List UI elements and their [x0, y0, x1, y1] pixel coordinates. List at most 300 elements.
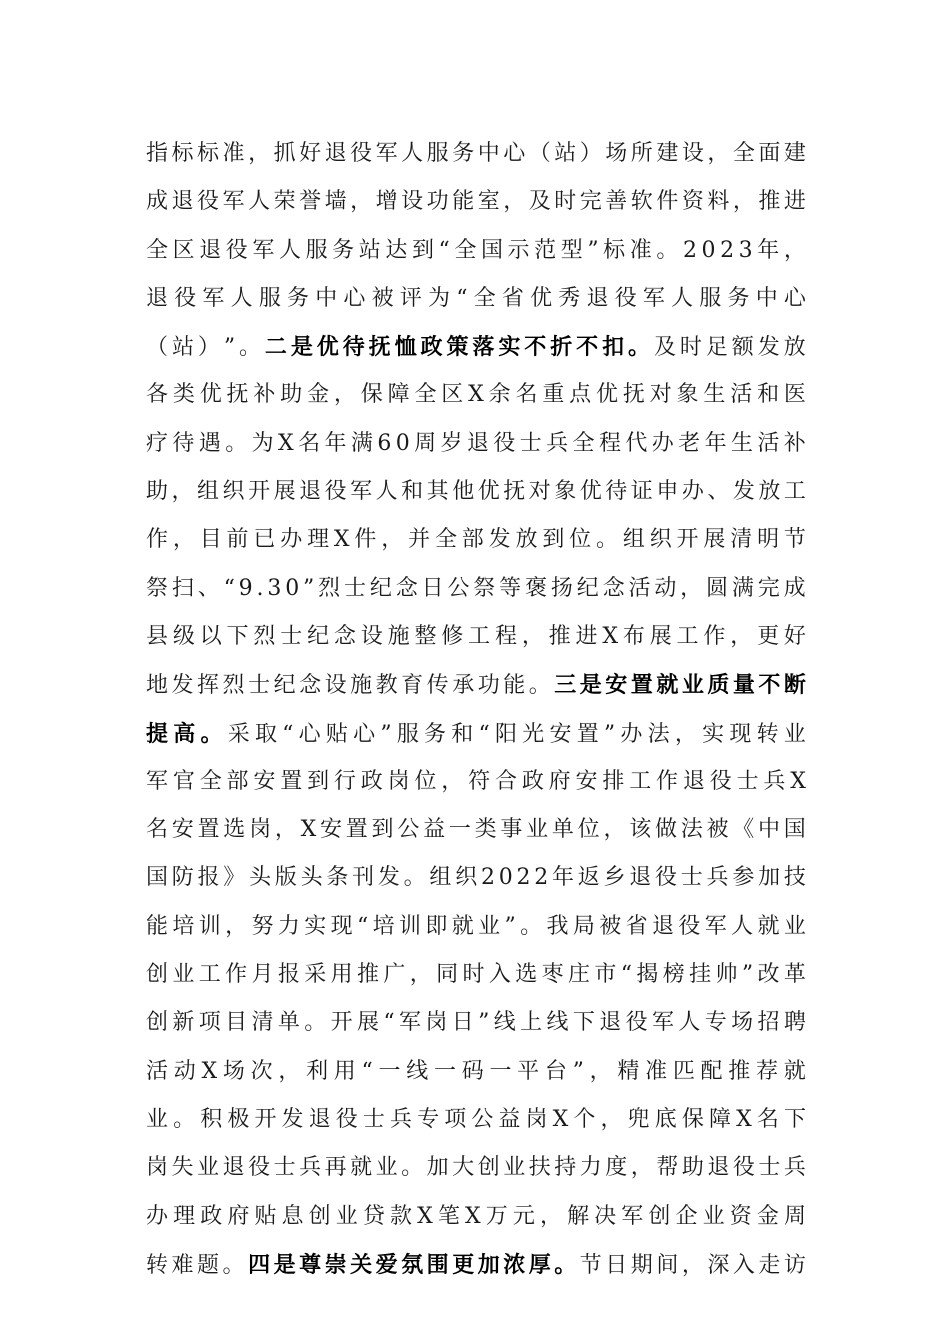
text-char: 失	[171, 1155, 194, 1181]
text-line	[146, 1096, 806, 1144]
text-char: 《	[732, 817, 755, 843]
text-char: 组	[429, 865, 452, 891]
text-char: 扬	[550, 575, 573, 601]
text-char: 名	[298, 430, 321, 456]
text-char: 祭	[473, 575, 496, 601]
text-char: 节	[783, 527, 806, 553]
bold-heading-char: 抚	[368, 334, 391, 361]
text-char: ”	[223, 335, 236, 361]
text-char: 度	[605, 1155, 628, 1181]
text-char: 圆	[706, 575, 729, 601]
text-char: 站	[358, 237, 381, 263]
text-char: 公	[397, 817, 420, 843]
text-char: 士	[680, 865, 703, 891]
text-char: 入	[488, 962, 511, 988]
text-char: 采	[227, 721, 250, 747]
text-char: 业	[783, 721, 806, 747]
text-char: 补	[253, 382, 276, 408]
text-char: 一	[378, 1058, 401, 1084]
bold-heading-char: 落	[472, 334, 495, 361]
text-char: X	[790, 768, 806, 794]
text-char: 万	[485, 1203, 508, 1229]
text-char: 节	[579, 1252, 602, 1278]
text-line	[146, 565, 806, 613]
text-char: 技	[783, 865, 806, 891]
text-char: ，	[783, 237, 806, 263]
text-line	[146, 806, 806, 854]
text-char: 下	[572, 1010, 595, 1036]
text-char: 益	[423, 817, 446, 843]
text-char: ，	[539, 1203, 562, 1229]
text-char: 岗	[425, 1010, 448, 1036]
text-char: 织	[222, 479, 245, 505]
text-char: 被	[371, 285, 394, 311]
text-char: 人	[248, 189, 271, 215]
bold-heading-char: 待	[342, 334, 365, 361]
text-line	[146, 130, 806, 178]
text-char: 承	[452, 673, 475, 699]
text-char: 誉	[299, 189, 322, 215]
text-char: 线	[493, 1010, 516, 1036]
text-char: 军	[704, 913, 727, 939]
text-char: 。	[222, 1252, 245, 1278]
text-char: 下	[226, 623, 249, 649]
text-char: 府	[548, 768, 571, 794]
text-char: 对	[649, 382, 672, 408]
text-char: 人	[731, 913, 754, 939]
bold-heading-char: 围	[426, 1251, 449, 1278]
text-char: 役	[335, 1106, 358, 1132]
text-char: 转	[756, 721, 779, 747]
text-char: 和	[451, 721, 474, 747]
text-char: 位	[569, 527, 592, 553]
text-char: ，	[603, 817, 626, 843]
bold-heading-char: 扣	[602, 334, 625, 361]
text-char: ，	[171, 479, 194, 505]
text-char: 挥	[197, 673, 220, 699]
text-char: 医	[783, 382, 806, 408]
text-char: 活	[146, 1058, 169, 1084]
text-char: 工	[629, 768, 652, 794]
text-char: ，	[441, 768, 464, 794]
text-char: 广	[383, 962, 406, 988]
text-char: 组	[622, 527, 645, 553]
text-char: 退	[324, 141, 347, 166]
text-char: 能	[503, 673, 526, 699]
text-char: 名	[515, 382, 538, 408]
text-char: 。	[596, 527, 619, 553]
text-char: “	[438, 237, 450, 263]
text-char: 完	[579, 189, 602, 215]
text-char: 工	[783, 479, 806, 505]
text-char: 人	[401, 141, 424, 166]
text-char: 取	[254, 721, 277, 747]
text-char: 墙	[324, 189, 347, 215]
text-line	[146, 661, 806, 709]
text-char: 全	[434, 527, 457, 553]
text-char: 该	[629, 817, 652, 843]
text-char: 站	[171, 335, 194, 361]
bold-heading-char: 政	[420, 334, 443, 361]
text-char: 上	[520, 1010, 543, 1036]
text-char: 场	[731, 1010, 754, 1036]
text-char: 岗	[146, 1155, 169, 1181]
text-char: 役	[709, 768, 732, 794]
text-char: 一	[433, 1058, 456, 1084]
text-char: 金	[307, 382, 330, 408]
text-char: 办	[280, 527, 303, 553]
bold-heading-char: 策	[446, 334, 469, 361]
bold-heading-char: 是	[273, 1251, 296, 1278]
text-char: 设	[401, 189, 424, 215]
text-char: 省	[501, 285, 524, 311]
text-char: 对	[528, 479, 551, 505]
text-char: 做	[654, 817, 677, 843]
bold-heading-char: 厚	[528, 1251, 551, 1278]
text-char: 烈	[253, 623, 276, 649]
text-char: ，	[630, 1155, 653, 1181]
text-char: 全	[732, 141, 755, 166]
text-char: 役	[493, 430, 516, 456]
text-char: 军	[398, 1010, 421, 1036]
text-char: 全	[572, 430, 595, 456]
text-char: 努	[251, 913, 274, 939]
text-char: 他	[452, 479, 475, 505]
text-char: “	[620, 962, 632, 988]
text-char: 明	[757, 527, 780, 553]
text-line	[146, 951, 806, 999]
text-char: 中	[315, 285, 338, 311]
text-char: 同	[436, 962, 459, 988]
text-char: 事	[500, 817, 523, 843]
text-char: 业	[503, 1155, 526, 1181]
text-char: 建	[783, 141, 806, 166]
text-char: 准	[645, 1058, 668, 1084]
text-char: 士	[344, 575, 367, 601]
text-char: 项	[444, 1106, 467, 1132]
text-char: 乡	[603, 865, 626, 891]
text-char: 役	[625, 1010, 648, 1036]
text-char: 业	[335, 1203, 358, 1229]
text-char: 人	[278, 237, 301, 263]
text-char: 聘	[783, 1010, 806, 1036]
text-line	[146, 227, 806, 275]
bold-heading-char: 爱	[375, 1251, 398, 1278]
text-char: 国	[480, 237, 503, 263]
text-char: 安	[253, 768, 276, 794]
text-char: 全	[473, 285, 496, 311]
text-char: 配	[700, 1058, 723, 1084]
text-char: 题	[197, 1252, 220, 1278]
text-char: 选	[223, 817, 246, 843]
text-char: 作	[703, 623, 726, 649]
text-char: 务	[452, 141, 475, 166]
text-char: 推	[728, 1058, 751, 1084]
text-line	[146, 371, 806, 419]
text-char: 下	[783, 1106, 806, 1132]
text-char: 人	[671, 285, 694, 311]
text-char: 抚	[503, 479, 526, 505]
text-char: 业	[526, 817, 549, 843]
bold-heading-char: 是	[579, 672, 602, 699]
text-char: 等	[499, 575, 522, 601]
text-char: 专	[417, 1106, 440, 1132]
text-char: 全	[199, 768, 222, 794]
text-char: 申	[656, 479, 679, 505]
text-char: 士	[248, 673, 271, 699]
text-char: ，	[274, 817, 297, 843]
text-char: 采	[304, 962, 327, 988]
text-char: ，	[730, 623, 753, 649]
text-char: 贷	[362, 1203, 385, 1229]
text-char: 士	[273, 1155, 296, 1181]
text-char: 实	[702, 721, 725, 747]
text-char: 设	[324, 673, 347, 699]
text-char: 周	[414, 430, 437, 456]
text-char: 理	[173, 1203, 196, 1229]
text-char: 办	[146, 1203, 169, 1229]
text-char: 发	[488, 527, 511, 553]
text-char: 到	[542, 527, 565, 553]
text-char: 岗	[249, 817, 272, 843]
text-char: 设	[681, 141, 704, 166]
text-char: 务	[424, 721, 447, 747]
text-char: 待	[605, 479, 628, 505]
text-char: 报	[197, 865, 220, 891]
text-char: “	[361, 1058, 373, 1084]
text-char: 展	[357, 1010, 380, 1036]
text-char: 年	[551, 865, 574, 891]
text-char: 贴	[325, 721, 348, 747]
text-char: X	[417, 1203, 433, 1229]
text-char: 并	[408, 527, 431, 553]
text-char: 退	[682, 768, 705, 794]
text-char: 位	[577, 817, 600, 843]
text-char: 展	[273, 479, 296, 505]
text-char: 准	[629, 237, 652, 263]
text-char: 理	[307, 527, 330, 553]
text-char: 抚	[622, 382, 645, 408]
text-char: 兵	[389, 1106, 412, 1132]
text-char: 2	[516, 865, 531, 891]
text-char: ，	[225, 913, 248, 939]
text-char: 时	[679, 335, 702, 361]
text-char: 服	[396, 721, 419, 747]
text-char: 活	[730, 382, 753, 408]
text-char: 、	[707, 479, 730, 505]
text-char: 合	[494, 768, 517, 794]
text-char: 障	[387, 382, 410, 408]
text-char: 业	[172, 962, 195, 988]
text-char: 保	[360, 382, 383, 408]
text-char: 能	[146, 913, 169, 939]
text-char: 力	[579, 1155, 602, 1181]
text-char: 心	[503, 141, 526, 166]
text-char: 置	[280, 768, 303, 794]
text-char: ，	[732, 189, 755, 215]
text-char: 3	[738, 237, 753, 263]
text-char: 各	[146, 382, 169, 408]
text-char: 役	[225, 237, 248, 263]
bold-heading-char: 提	[146, 720, 169, 747]
text-char: 年	[757, 237, 780, 263]
text-char: 动	[173, 1058, 196, 1084]
text-char: 0	[498, 865, 513, 891]
text-char: X	[464, 1203, 481, 1229]
text-char: 现	[729, 721, 752, 747]
text-char: 军	[651, 1010, 674, 1036]
text-char: 兵	[706, 865, 729, 891]
text-char: 设	[360, 623, 383, 649]
text-char: 岗	[525, 1106, 548, 1132]
text-line	[146, 178, 806, 226]
text-char: 达	[385, 237, 408, 263]
text-char: 匹	[672, 1058, 695, 1084]
text-char: 实	[304, 913, 327, 939]
text-char: 人	[375, 479, 398, 505]
text-char: ，	[521, 623, 544, 649]
text-char: 入	[732, 1252, 755, 1278]
text-char: 中	[755, 285, 778, 311]
text-char: ，	[381, 527, 404, 553]
text-char: 报	[277, 962, 300, 988]
text-char: 就	[350, 1155, 373, 1181]
text-char: 置	[345, 817, 368, 843]
text-char: ”	[587, 237, 599, 263]
text-char: 发	[757, 335, 780, 361]
text-char: 新	[172, 1010, 195, 1036]
text-char: 符	[468, 768, 491, 794]
text-char: 进	[575, 623, 598, 649]
text-char: 0	[395, 430, 410, 456]
bold-heading-char: 崇	[324, 1251, 347, 1278]
text-char: 益	[498, 1106, 521, 1132]
text-char: 2	[682, 237, 697, 263]
body-text	[146, 130, 806, 1289]
text-char: （	[146, 335, 169, 361]
text-char: 资	[729, 1203, 752, 1229]
text-char: 程	[598, 430, 621, 456]
text-char: 抚	[226, 382, 249, 408]
text-char: 优	[579, 479, 602, 505]
text-char: 活	[628, 575, 651, 601]
text-char: 月	[251, 962, 274, 988]
text-char: 中	[477, 141, 500, 166]
text-char: 作	[656, 768, 679, 794]
text-char: 荐	[756, 1058, 779, 1084]
text-char: 祭	[146, 575, 169, 601]
text-char: 置	[576, 721, 599, 747]
text-char: ，	[680, 575, 703, 601]
text-char: X	[468, 382, 484, 408]
text-char: 站	[554, 141, 577, 166]
text-char: 作	[225, 962, 248, 988]
text-char: 念	[395, 575, 418, 601]
text-char: 活	[757, 430, 780, 456]
text-char: 3	[267, 575, 282, 601]
text-char: 开	[330, 1010, 353, 1036]
text-char: 参	[732, 865, 755, 891]
bold-heading-char: 实	[498, 334, 521, 361]
bold-heading-char: 氛	[401, 1251, 424, 1278]
text-char: X	[602, 623, 619, 649]
text-char: 展	[649, 623, 672, 649]
text-char: 积	[200, 1106, 223, 1132]
text-char: ”	[303, 575, 315, 601]
text-char: 准	[222, 141, 245, 166]
text-char: ，	[333, 382, 356, 408]
text-char: 金	[756, 1203, 779, 1229]
text-char: 及	[653, 335, 676, 361]
text-char: 助	[146, 479, 169, 505]
text-char: 置	[197, 817, 220, 843]
text-char: 政	[200, 1203, 223, 1229]
text-char: 间	[656, 1252, 679, 1278]
text-char: 。	[173, 1106, 196, 1132]
text-char: 优	[530, 285, 553, 311]
text-char: 务	[332, 237, 355, 263]
bold-heading-char: 浓	[503, 1251, 526, 1278]
text-char: ，	[681, 1252, 704, 1278]
text-char: 国	[783, 817, 806, 843]
text-char: 力	[277, 913, 300, 939]
text-char: 障	[708, 1106, 731, 1132]
text-char: 办	[651, 430, 674, 456]
text-char: 榜	[662, 962, 685, 988]
text-char: 放	[783, 335, 806, 361]
text-char: 0	[701, 237, 716, 263]
text-char: 线	[406, 1058, 429, 1084]
text-char: 放	[515, 527, 538, 553]
text-char: 务	[727, 285, 750, 311]
bold-heading-char: 安	[605, 672, 628, 699]
text-char: 》	[223, 865, 246, 891]
text-char: 军	[222, 189, 245, 215]
text-char: 全	[146, 237, 169, 263]
text-char: 9	[238, 575, 253, 601]
text-char: ，	[674, 721, 697, 747]
text-char: ）	[197, 335, 220, 361]
text-char: 和	[401, 479, 424, 505]
text-char: 到	[411, 237, 434, 263]
text-char: 点	[569, 382, 592, 408]
text-char: 发	[377, 865, 400, 891]
text-char: 一	[489, 1058, 512, 1084]
text-char: 岗	[387, 768, 410, 794]
text-char: 前	[226, 527, 249, 553]
text-char: 台	[544, 1058, 567, 1084]
text-char: 省	[625, 913, 648, 939]
text-char: 助	[681, 1155, 704, 1181]
text-char: 役	[197, 189, 220, 215]
text-line	[146, 710, 806, 758]
text-char: 标	[603, 237, 626, 263]
text-char: 军	[375, 141, 398, 166]
text-char: 用	[333, 1058, 356, 1084]
text-char: 补	[783, 430, 806, 456]
text-line	[146, 758, 806, 806]
text-line	[146, 516, 806, 564]
bold-heading-char: 不	[524, 334, 547, 361]
text-char: 及	[528, 189, 551, 215]
text-char: “	[383, 1010, 395, 1036]
text-char: 施	[387, 623, 410, 649]
text-char: 类	[474, 817, 497, 843]
text-char: 创	[308, 1203, 331, 1229]
text-char: 版	[274, 865, 297, 891]
bold-heading-char: 。	[554, 1251, 577, 1278]
text-char: 就	[451, 913, 474, 939]
